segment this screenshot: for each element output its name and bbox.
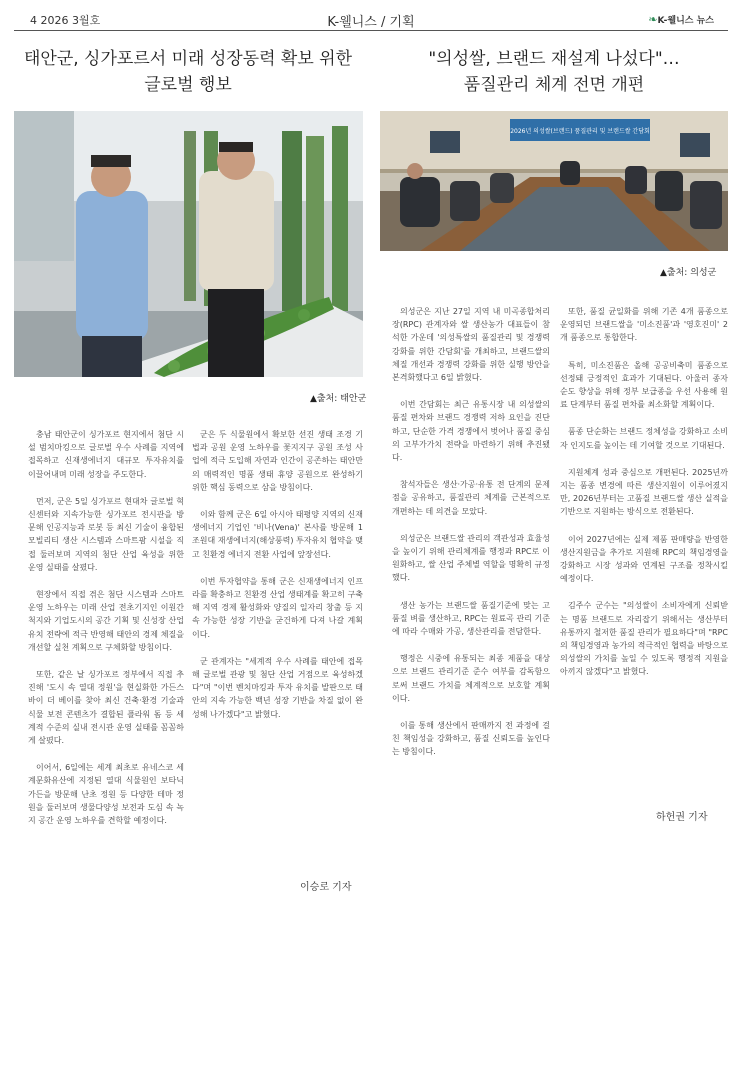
- paragraph: 이번 투자협약을 통해 군은 신재생에너지 인프라를 확충하고 친환경 산업 생태계를 확고히 구축해 지역 경제 활성화와 양질의 일자리 창출 등 지속 가능한 성장 기반을 굳건하게 다져 나갈 계획이다.: [192, 576, 363, 639]
- leaf-icon: ❧: [648, 13, 658, 26]
- right-article-photo: [380, 111, 728, 251]
- paragraph: 현장에서 직접 겪은 첨단 시스템과 스마트 운영 노하우는 미래 산업 전초기지인 이원간척지와 기업도시의 공간 기획 및 신성장 산업 유치 전략에 적극 반영해 태안의 경제 체질을 개선할 실천 계획으로 구체화할 방침이다.: [28, 590, 184, 652]
- paragraph: 참석자들은 생산·가공·유통 전 단계의 문제점을 공유하고, 품질관리 체계를 근본적으로 개편하는 데 의견을 모았다.: [392, 480, 550, 516]
- left-article-title: [14, 46, 362, 98]
- right-photo-credit: ▲출처: 의성군: [660, 268, 717, 278]
- paragraph: 군 관계자는 "세계적 우수 사례를 태안에 접목해 글로벌 관광 및 첨단 산업 거점으로 육성하겠다"며 "이번 벤치마킹과 투자 유치를 발판으로 태안의 지속 가능한 백년 성장 기반을 차질 없이 완성해 나가겠다"고 밝혔다.: [192, 656, 363, 719]
- paragraph: 이번 간담회는 최근 유통시장 내 의성쌀의 품질 편차와 브랜드 경쟁력 저하 요인을 진단하고, 단순한 가격 경쟁에서 벗어나 품질 중심의 고부가가치 전략을 마련하기 위해 추진됐다.: [392, 400, 550, 463]
- paragraph: 이어서, 6일에는 세계 최초로 유네스코 세계문화유산에 지정된 열대 식물원인 보타닉 가든을 방문해 난초 정원 등 다양한 테마 정원을 둘러보며 생물다양성 보전과 도심 속 녹지 공간 운영 노하우를 견학할 예정이다.: [28, 763, 184, 826]
- right-article-column-1: [392, 305, 550, 773]
- paragraph: 의성군은 브랜드쌀 관리의 객관성과 효율성을 높이기 위해 관리체계를 행정과 RPC로 이원화하고, 쌀 산업 주체별 역할을 명확히 규정했다.: [392, 533, 550, 583]
- left-article-photo: [14, 111, 363, 377]
- left-article-column-1: [28, 428, 184, 841]
- paragraph: 군은 두 식물원에서 확보한 선진 생태 조경 기법과 공원 운영 노하우를 꽃지지구 공원 조성 사업에 적극 도입해 자연과 인간이 공존하는 태안만의 매력적인 명품 생태 휴양 공원으로 완성하기 위한 핵심 동력으로 삼을 방침이다.: [192, 430, 363, 492]
- logo-text: K-웰니스 뉴스: [657, 16, 714, 26]
- right-byline: 하헌권 기자: [656, 812, 708, 823]
- paragraph: 또한, 같은 날 싱가포르 정부에서 직접 추진해 '도시 속 열대 정원'을 현실화한 가든스 바이 더 베이를 찾아 최신 건축·환경 기술과 식물 보전 콘텐츠가 결합된 플라워 돔 등 세계적 수준의 실내 전시관 운영 실태를 꼼꼼하게 살폈다.: [28, 670, 184, 746]
- publication-logo: [648, 13, 714, 26]
- paragraph: 먼저, 군은 5일 싱가포르 현대차 글로벌 혁신센터와 지속가능한 싱가포르 전시관을 방문해 인공지능과 로봇 등 최신 기술이 융합된 모빌리티 생산 시스템과 스마트팜 시설을 직접 둘러보며 지역의 첨단 산업 육성을 위한 운영 실태를 살폈다.: [28, 496, 184, 572]
- left-article-column-2: [192, 428, 363, 735]
- paragraph: 특히, 미소진품은 올해 공공비축미 품종으로 선정돼 긍정적인 효과가 기대된다. 아울러 종자 순도 향상을 위해 정부 보급종을 우선 사용해 원료 단계부터 품질 편차를 최소화할 계획이다.: [560, 360, 728, 410]
- page-info: 4 2026 3월호: [30, 14, 101, 27]
- section-title: K-웰니스 / 기획: [327, 15, 415, 30]
- paragraph: 이어 2027년에는 실제 제품 판매량을 반영한 생산지원금을 추가로 지원해 RPC의 책임경영을 강화하고 시장 성과와 연계된 구조를 정착시킬 예정이다.: [560, 534, 728, 584]
- paragraph: 충남 태안군이 싱가포르 현지에서 첨단 시설 범치마킹으로 글로벌 우수 사례를 지역에 접목하고 신재생에너지 대규모 투자유치를 이끌어내며 미래 성장을 주도한다.: [28, 430, 184, 479]
- left-byline: 이승로 기자: [300, 882, 352, 893]
- paragraph: 생산 농가는 브랜드쌀 품질기준에 맞는 고품질 벼를 생산하고, RPC는 원료곡 관리 기준에 따라 수매와 가공, 생산관리를 전담한다.: [392, 600, 550, 637]
- photo-banner-text: 2026년 의성쌀(브랜드) 품질관리 및 브랜드쌀 간담회: [510, 128, 650, 135]
- right-title-line2: 품질관리 체계 전면 개편: [463, 75, 645, 95]
- paragraph: 이와 함께 군은 6일 아시아 태평양 지역의 신재생에너지 기업인 '비나(Vena)' 본사를 방문해 1조원대 재생에너지(해상풍력) 투자유치 협약을 맺고 친환경 에너지 전환 사업에 앞장선다.: [192, 510, 363, 559]
- left-title-line1: 태안군, 싱가포르서 미래 성장동력 확보 위한: [23, 49, 353, 69]
- paragraph: 의성군은 지난 27일 지역 내 미곡종합처리장(RPC) 관계자와 쌀 생산농가 대표들이 참석한 가운데 '의성특쌀의 품질관리 및 경쟁력 강화를 위한 간담회'를 개최하고, 브랜드쌀의 체질 개선과 경쟁력 강화를 위한 실행 방안을 본격화했다고 6일 밝혔다.: [392, 307, 550, 383]
- right-article-title: [380, 46, 728, 98]
- paragraph: 품종 단순화는 브랜드 정체성을 강화하고 소비자 인지도를 높이는 데 기여할 것으로 기대된다.: [560, 427, 728, 450]
- header-divider: [14, 30, 728, 31]
- paragraph: 김주수 군수는 "의성쌀이 소비자에게 신뢰받는 명품 브랜드로 자리잡기 위해서는 생산부터 유통까지 철저한 품질 관리가 필요하다"며 "RPC의 책임경영과 농가의 적극적인 협력을 바탕으로 의성쌀의 가치를 높일 수 있도록 행정적 지원을 아끼지 않겠다"고 밝혔다.: [560, 601, 728, 677]
- right-title-line1: "의성쌀, 브랜드 재설계 나섰다"…: [428, 49, 680, 69]
- left-title-line2: 글로벌 행보: [144, 75, 232, 95]
- paragraph: 이를 통해 생산에서 판매까지 전 과정에 걸친 책임성을 강화하고, 품질 신뢰도를 높인다는 방침이다.: [392, 721, 550, 757]
- right-article-column-2: [560, 305, 728, 693]
- paragraph: 행정은 시중에 유통되는 최종 제품을 대상으로 브랜드 관리기준 준수 여부를 감독함으로써 브랜드 가치를 체계적으로 보호할 계획이다.: [392, 654, 550, 703]
- paragraph: 지원체계 성과 중심으로 개편된다. 2025년까지는 품종 변경에 따른 생산지원이 이루어졌지만, 2026년부터는 고품질 브랜드쌀 생산 실적을 기반으로 지원하는 방식으로 전환된다.: [560, 467, 728, 517]
- page-header: [14, 10, 728, 30]
- left-photo-credit: ▲출처: 태안군: [310, 394, 367, 404]
- paragraph: 또한, 품질 균일화를 위해 기존 4개 품종으로 운영되던 브랜드쌀을 '미소진품'과 '영호진미' 2개 품종으로 통합한다.: [560, 307, 728, 343]
